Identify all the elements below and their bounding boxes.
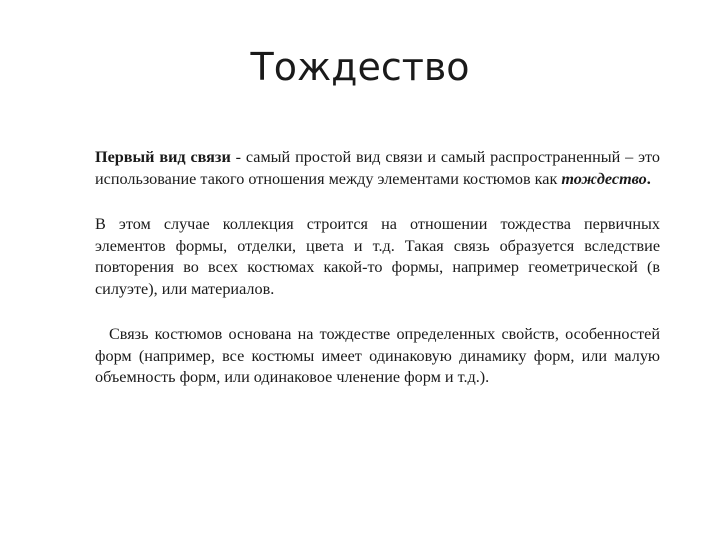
paragraph-1-emphasis: тождество (561, 169, 647, 188)
paragraph-1-period: . (646, 169, 651, 188)
paragraph-1 (95, 147, 660, 190)
slide-body (95, 147, 660, 389)
paragraph-2: В этом случае коллекция строится на отношении тождества первичных элементов формы, отделки, цвета и т.д. Такая связь образуется вследствие повторения во всех костюмах какой-то формы, например геометрической (в силуэте), или материалов. (95, 215, 660, 298)
paragraph-1-text: - самый простой вид связи и самый распространенный – это использование такого отношения между элементами костюмов как (95, 148, 660, 188)
slide-title: Тождество (250, 45, 470, 89)
paragraph-1-lead: Первый вид связи (95, 148, 231, 166)
paragraph-3: Связь костюмов основана на тождестве определенных свойств, особенностей форм (например, все костюмы имеет одинаковую динамику форм, или малую объемность форм, или одинаковое членение форм и т.д.). (95, 325, 660, 386)
